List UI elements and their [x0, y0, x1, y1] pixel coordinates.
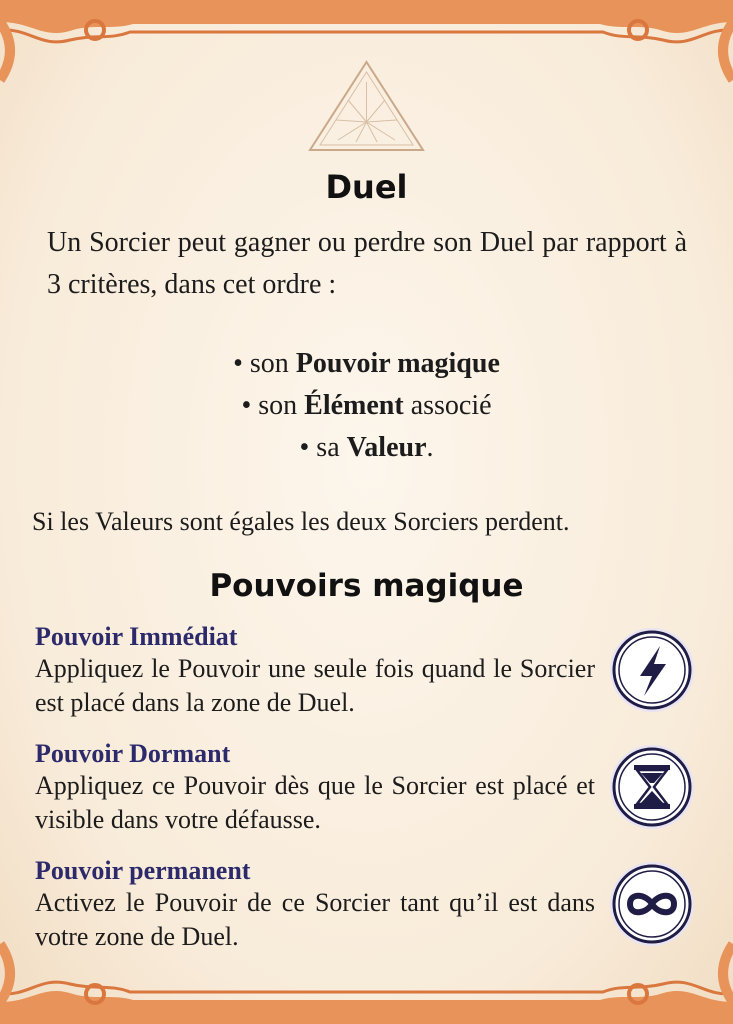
- power-entry: [35, 739, 595, 837]
- infinity-icon: [608, 860, 696, 948]
- criteria-item: • sa Valeur.: [299, 432, 434, 463]
- criteria-list: [0, 343, 733, 469]
- power-entry: [35, 856, 595, 954]
- criteria-item: • son Pouvoir magique: [233, 348, 500, 379]
- power-description: Activez le Pouvoir de ce Sorcier tant qu’il est dans votre zone de Duel.: [35, 888, 595, 951]
- power-name: Pouvoir Immédiat: [35, 622, 238, 651]
- power-description: Appliquez ce Pouvoir dès que le Sorcier est placé et visible dans votre défausse.: [35, 771, 595, 834]
- power-name: Pouvoir permanent: [35, 856, 251, 885]
- power-description: Appliquez le Pouvoir une seule fois quand le Sorcier est placé dans la zone de Duel.: [35, 654, 595, 717]
- intro-text: Un Sorcier peut gagner ou perdre son Duel par rapport à 3 critères, dans cet ordre :: [47, 227, 687, 300]
- lightning-icon: [608, 626, 696, 714]
- section-title: Pouvoirs magique: [209, 568, 524, 604]
- page-title: Duel: [325, 168, 408, 206]
- power-entry: [35, 622, 595, 720]
- power-name: Pouvoir Dormant: [35, 739, 231, 768]
- hourglass-icon: [608, 743, 696, 831]
- criteria-item: • son Élément associé: [241, 390, 492, 421]
- tie-rule-text: Si les Valeurs sont égales les deux Sorciers perdent.: [32, 507, 570, 536]
- triangle-emblem-icon: [308, 60, 425, 152]
